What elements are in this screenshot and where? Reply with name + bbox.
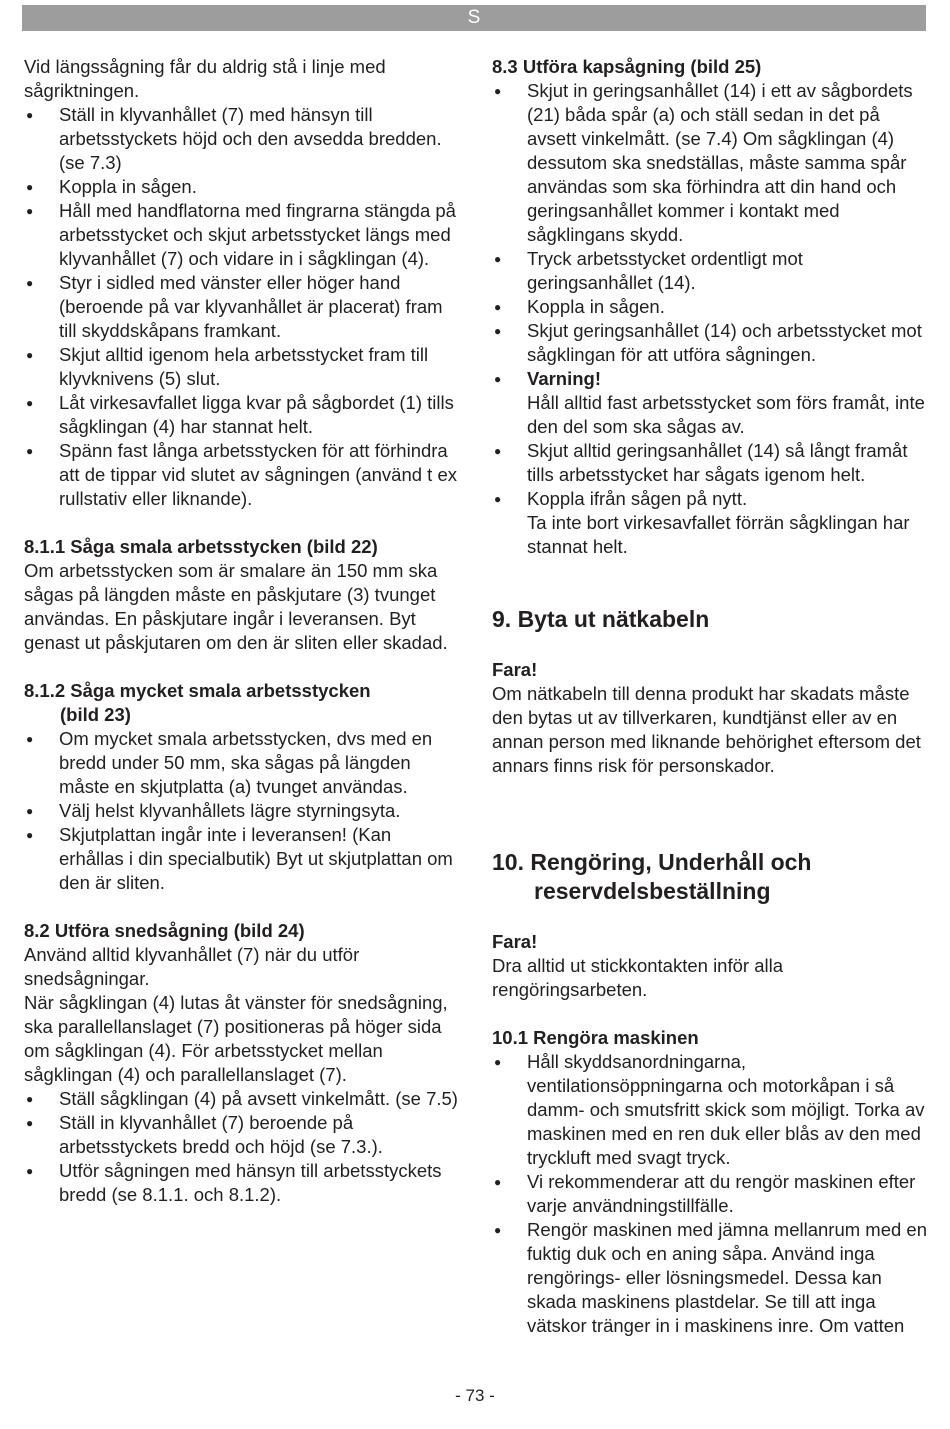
section-heading-10-1: 10.1 Rengöra maskinen [492,1027,699,1048]
section-text-8-2-a: Använd alltid klyvanhållet (7) när du utför snedsågningar. [24,944,360,989]
list-item-text: Koppla ifrån sågen på nytt. [527,488,748,509]
list-item: ● Om mycket smala arbetsstycken, dvs med en bredd under 50 mm, ska sågas på längden måste en skjutplatta (a) tvunget användas. [24,727,460,799]
list-item: ● Spänn fast långa arbetsstycken för att förhindra att de tippar vid slutet av sågningen (använd t ex rullstativ eller liknande). [24,439,460,511]
list-item [492,487,930,559]
section-text-10: Dra alltid ut stickkontakten inför alla rengöringsarbeten. [492,955,783,1000]
list-item: ● Håll skyddsanordningarna, ventilationsöppningarna och motorkåpan i så damm- och smutsfritt skick som möjligt. Torka av maskinen med en ren duk eller blås av den med tryckluft med svagt tryck. [492,1050,930,1170]
list-item: ● Rengör maskinen med jämna mellanrum med en fuktig duk och en aning såpa. Använd inga rengörings- eller lösningsmedel. Dessa kan skada maskinens plastdelar. Se till att inga vätskor tränger in i maskinens inre. Om vatten [492,1218,930,1338]
intro-text: Vid längssågning får du aldrig stå i linje med sågriktningen. [24,56,386,101]
language-header-bar [22,5,926,31]
list-item: ● Skjut alltid igenom hela arbetsstycket fram till klyvknivens (5) slut. [24,343,460,391]
list-item: ● Styr i sidled med vänster eller höger hand (beroende på var klyvanhållet är placerat) fram till skyddskåpans framkant. [24,271,460,343]
warning-label: Varning! [527,368,602,389]
heading-line: 10. Rengöring, Underhåll och [492,849,812,875]
heading-line: reservdelsbeställning [534,878,771,904]
heading-line: 8.1.2 Såga mycket smala arbetsstycken [24,680,371,701]
list-item: ● Vi rekommenderar att du rengör maskinen efter varje användningstillfälle. [492,1170,930,1218]
list-item: ● Låt virkesavfallet ligga kvar på sågbordet (1) tills sågklingan (4) har stannat helt. [24,391,460,439]
page-number: - 73 - [455,1386,495,1405]
list-item: ● Håll med handflatorna med fingrarna stängda på arbetsstycket och skjut arbetsstycket längs med klyvanhållet (7) och vidare in i sågklingan (4). [24,199,460,271]
section-text-9: Om nätkabeln till denna produkt har skadats måste den bytas ut av tillverkaren, kundtjänst eller av en annan person med liknande behörighet eftersom det annars finns risk för personskador. [492,683,921,776]
section-heading-9: 9. Byta ut nätkabeln [492,606,710,632]
list-item: ● Skjutplattan ingår inte i leveransen! (Kan erhållas i din specialbutik) Byt ut skjutplattan om den är sliten. [24,823,460,895]
list-item: ● Tryck arbetsstycket ordentligt mot geringsanhållet (14). [492,247,930,295]
right-column [492,55,930,1338]
list-item: ● Koppla in sågen. [492,295,930,319]
list-item: ● Skjut geringsanhållet (14) och arbetsstycket mot sågklingan för att utföra sågningen. [492,319,930,367]
warning-list-item [492,367,930,439]
section-heading-10 [492,848,930,906]
section-heading-8-2: 8.2 Utföra snedsågning (bild 24) [24,920,305,941]
language-code: S [467,7,481,28]
list-item: ● Ställ sågklingan (4) på avsett vinkelmått. (se 7.5) [24,1087,460,1111]
bullet-list-8-3 [492,79,930,559]
section-heading-8-3: 8.3 Utföra kapsågning (bild 25) [492,56,762,77]
list-item: ● Skjut alltid geringsanhållet (14) så långt framåt tills arbetsstycket har sågats igenom helt. [492,439,930,487]
bullet-list-8-2 [24,1087,460,1207]
danger-label: Fara! [492,659,538,680]
heading-line: (bild 23) [60,704,131,725]
list-item: ● Koppla in sågen. [24,175,460,199]
section-heading-8-1-2 [24,679,460,727]
bullet-list-8-1-2 [24,727,460,895]
section-text-8-2-b: När sågklingan (4) lutas åt vänster för snedsågning, ska parallellanslaget (7) positioneras på höger sida om sågklingan (4). För arbetsstycket mellan sågklingan (4) och parallellanslaget (7). [24,992,448,1085]
section-heading-8-1-1: 8.1.1 Såga smala arbetsstycken (bild 22) [24,536,378,557]
list-item-continuation: Ta inte bort virkesavfallet förrän sågklingan har stannat helt. [527,512,910,557]
list-item: ● Skjut in geringsanhållet (14) i ett av sågbordets (21) båda spår (a) och ställ sedan in det på avsett vinkelmått. (se 7.4) Om sågklingan (4) dessutom ska snedställas, måste samma spår användas som ska förhindra att din hand och geringsanhållet kommer i kontakt med sågklingans skydd. [492,79,930,247]
list-item: ● Välj helst klyvanhållets lägre styrningsyta. [24,799,460,823]
warning-text: Håll alltid fast arbetsstycket som förs framåt, inte den del som ska sågas av. [527,392,925,437]
list-item: ● Utför sågningen med hänsyn till arbetsstyckets bredd (se 8.1.1. och 8.1.2). [24,1159,460,1207]
section-text-8-1-1: Om arbetsstycken som är smalare än 150 mm ska sågas på längden måste en påskjutare (3) tvunget användas. En påskjutare ingår i leveransen. Byt genast ut påskjutaren om den är sliten eller skadad. [24,560,448,653]
list-item: ● Ställ in klyvanhållet (7) med hänsyn till arbetsstyckets höjd och den avsedda bredden. (se 7.3) [24,103,460,175]
intro-bullet-list [24,103,460,511]
danger-label: Fara! [492,931,538,952]
list-item: ● Ställ in klyvanhållet (7) beroende på arbetsstyckets bredd och höjd (se 7.3.). [24,1111,460,1159]
left-column [24,55,460,1207]
bullet-list-10-1 [492,1050,930,1338]
